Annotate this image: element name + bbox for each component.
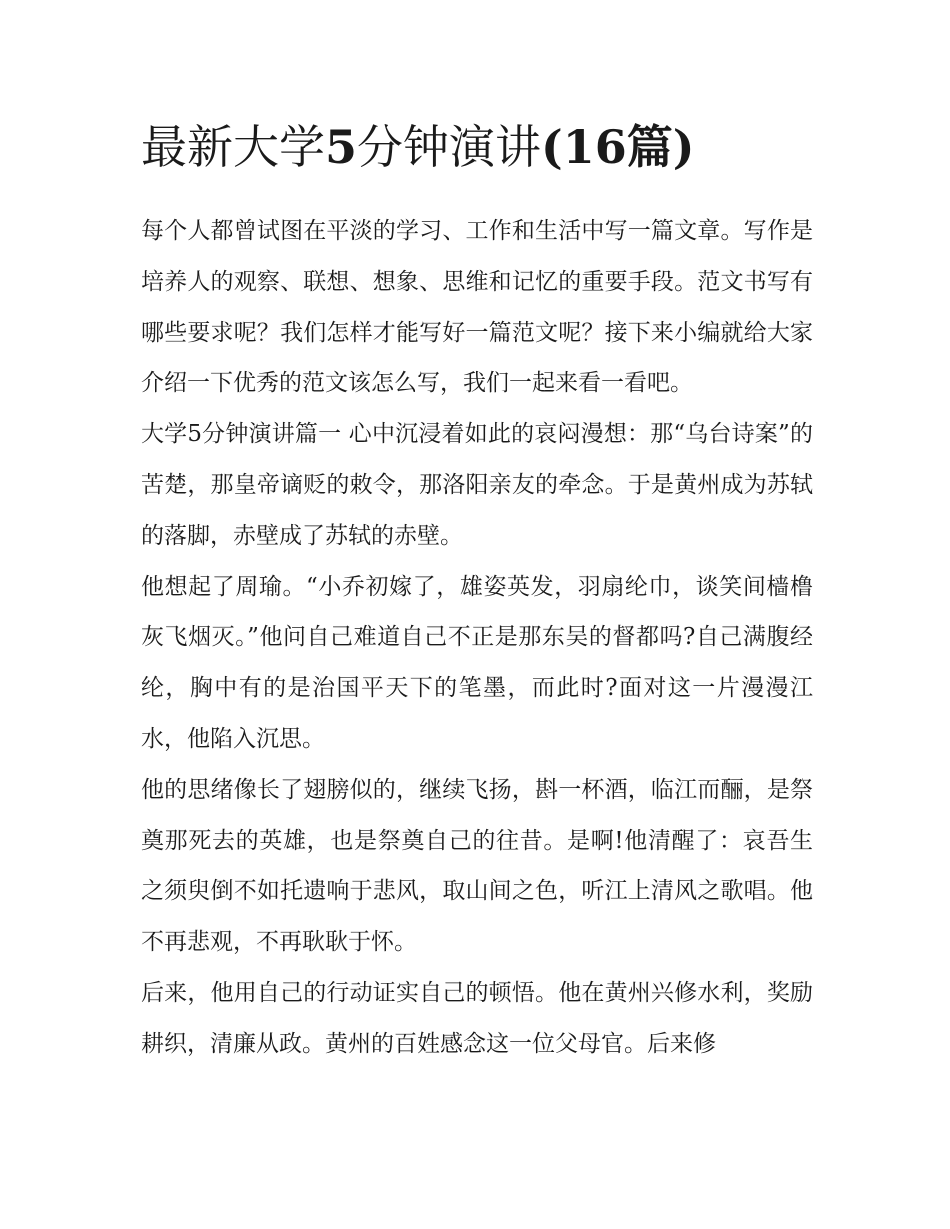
paragraph-intro: 每个人都曾试图在平淡的学习、工作和生活中写一篇文章。写作是培养人的观察、联想、想象、思维和记忆的重要手段。范文书写有哪些要求呢？我们怎样才能写好一篇范文呢？接下来小编就给大家介绍一下优秀的范文该怎么写，我们一起来看一看吧。: [141, 218, 813, 397]
document-body: [141, 112, 813, 1070]
paragraph-4: 后来，他用自己的行动证实自己的顿悟。他在黄州兴修水利，奖励耕织，清廉从政。黄州的百姓感念这一位父母官。后来修: [141, 979, 813, 1057]
paragraph-1: 大学5分钟演讲篇一 心中沉浸着如此的哀闷漫想：那“乌台诗案”的苦楚，那皇帝谪贬的敕令，那洛阳亲友的牵念。于是黄州成为苏轼的落脚，赤壁成了苏轼的赤壁。: [141, 421, 813, 549]
title-middle: 分钟演讲: [357, 120, 542, 174]
title-number: 5: [325, 120, 358, 174]
title-prefix: 最新大学: [141, 120, 325, 174]
document-title: [141, 112, 813, 182]
title-count: (16篇): [541, 120, 695, 174]
paragraph-3: 他的思绪像长了翅膀似的，继续飞扬，斟一杯酒，临江而酾，是祭奠那死去的英雄，也是祭奠自己的往昔。是啊!他清醒了：哀吾生之须臾倒不如托遗响于悲风，取山间之色，听江上清风之歌唱。他不再悲观，不再耿耿于怀。: [141, 776, 813, 956]
paragraph-2: 他想起了周瑜。“小乔初嫁了，雄姿英发，羽扇纶巾，谈笑间樯橹灰飞烟灭。”他问自己难道自己不正是那东吴的督都吗?自己满腹经纶，胸中有的是治国平天下的笔墨，而此时?面对这一片漫漫江水，他陷入沉思。: [141, 573, 813, 752]
